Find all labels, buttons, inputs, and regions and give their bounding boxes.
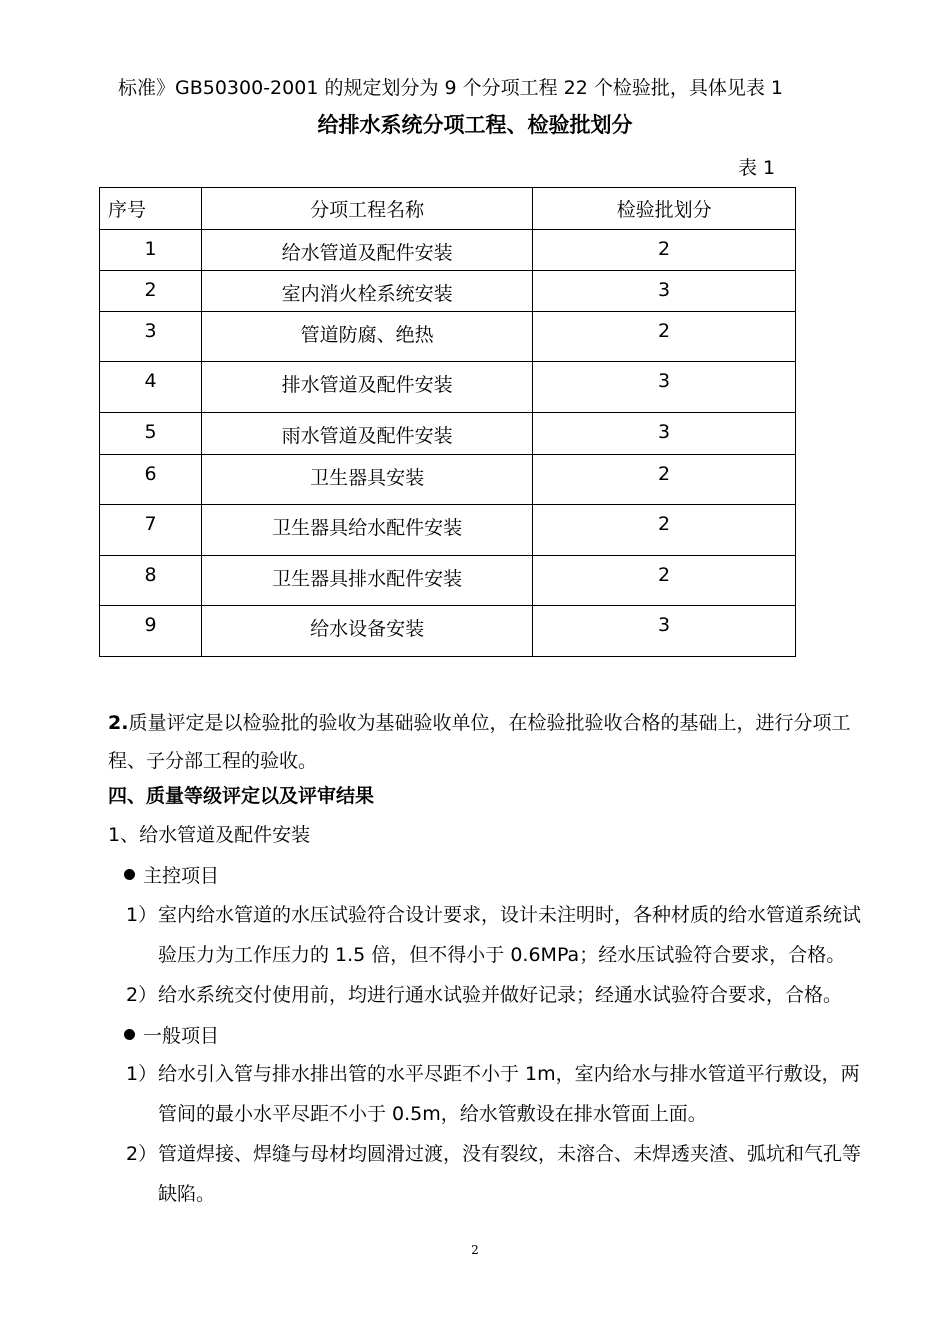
cell-name: 给水管道及配件安装: [202, 230, 533, 271]
cell-batch: 2: [533, 505, 796, 556]
cell-batch: 2: [533, 556, 796, 606]
item-text: 给水引入管与排水排出管的水平尽距不小于 1m，室内给水与排水管道平行敷设，两: [158, 1063, 860, 1085]
item-label: 1）: [126, 904, 158, 926]
header-batch: 检验批划分: [533, 188, 796, 230]
subsection-heading: 1、给水管道及配件安装: [108, 824, 311, 846]
table-number: 表 1: [738, 157, 776, 179]
item-label: 2）: [126, 984, 158, 1006]
cell-seq: 2: [100, 271, 202, 312]
item-label: 2）: [126, 1143, 158, 1165]
cell-seq: 9: [100, 606, 202, 657]
cell-name: 卫生器具排水配件安装: [202, 556, 533, 606]
cell-batch: 3: [533, 271, 796, 312]
table-header-row: [100, 188, 796, 230]
header-seq: 序号: [100, 188, 202, 230]
page-number: 2: [471, 1243, 479, 1257]
cell-seq: 4: [100, 362, 202, 413]
item-text-cont: 管间的最小水平尽距不小于 0.5m，给水管敷设在排水管面上面。: [158, 1103, 707, 1125]
cell-name: 卫生器具给水配件安装: [202, 505, 533, 556]
main-control-heading: [124, 864, 219, 888]
table-row: [100, 556, 796, 606]
intro-line: 标准》GB50300-2001 的规定划分为 9 个分项工程 22 个检验批，具体见表 1: [118, 77, 784, 99]
cell-name: 卫生器具安装: [202, 455, 533, 505]
quality-note: [108, 704, 868, 780]
cell-name: 管道防腐、绝热: [202, 312, 533, 362]
general-item: [126, 1054, 864, 1134]
quality-note-number: 2.: [108, 712, 129, 734]
cell-batch: 2: [533, 230, 796, 271]
table-row: [100, 455, 796, 505]
main-control-label: 主控项目: [143, 865, 220, 887]
table-row: [100, 413, 796, 455]
cell-seq: 3: [100, 312, 202, 362]
cell-name: 排水管道及配件安装: [202, 362, 533, 413]
table-row: [100, 362, 796, 413]
cell-seq: 6: [100, 455, 202, 505]
cell-seq: 1: [100, 230, 202, 271]
item-text: 管道焊接、焊缝与母材均圆滑过渡，没有裂纹，未溶合、未焊透夹渣、弧坑和气孔等: [158, 1143, 862, 1165]
bullet-icon: [124, 869, 135, 880]
cell-seq: 5: [100, 413, 202, 455]
item-label: 1）: [126, 1063, 158, 1085]
table-row: [100, 230, 796, 271]
general-item: [126, 1134, 864, 1214]
table-row: [100, 271, 796, 312]
cell-name: 雨水管道及配件安装: [202, 413, 533, 455]
table-title: 给排水系统分项工程、检验批划分: [317, 113, 633, 137]
table-row: [100, 505, 796, 556]
cell-batch: 2: [533, 312, 796, 362]
item-text-cont: 验压力为工作压力的 1.5 倍，但不得小于 0.6MPa；经水压试验符合要求，合格。: [158, 944, 846, 966]
cell-batch: 3: [533, 606, 796, 657]
cell-batch: 2: [533, 455, 796, 505]
header-name: 分项工程名称: [202, 188, 533, 230]
inspection-table: [99, 187, 796, 657]
cell-name: 给水设备安装: [202, 606, 533, 657]
bullet-icon: [124, 1029, 135, 1040]
cell-name: 室内消火栓系统安装: [202, 271, 533, 312]
section-heading: 四、质量等级评定以及评审结果: [108, 785, 375, 807]
table-row: [100, 312, 796, 362]
cell-seq: 8: [100, 556, 202, 606]
item-text-cont: 缺陷。: [158, 1183, 216, 1205]
cell-batch: 3: [533, 362, 796, 413]
cell-batch: 3: [533, 413, 796, 455]
general-label: 一般项目: [143, 1025, 220, 1047]
main-control-item: [126, 975, 864, 1015]
general-heading: [124, 1024, 219, 1048]
item-text: 室内给水管道的水压试验符合设计要求，设计未注明时，各种材质的给水管道系统试: [158, 904, 862, 926]
quality-note-text: 质量评定是以检验批的验收为基础验收单位，在检验批验收合格的基础上，进行分项工程、子分部工程的验收。: [108, 712, 851, 772]
table-row: [100, 606, 796, 657]
main-control-item: [126, 895, 864, 975]
item-text: 给水系统交付使用前，均进行通水试验并做好记录；经通水试验符合要求，合格。: [158, 984, 843, 1006]
cell-seq: 7: [100, 505, 202, 556]
